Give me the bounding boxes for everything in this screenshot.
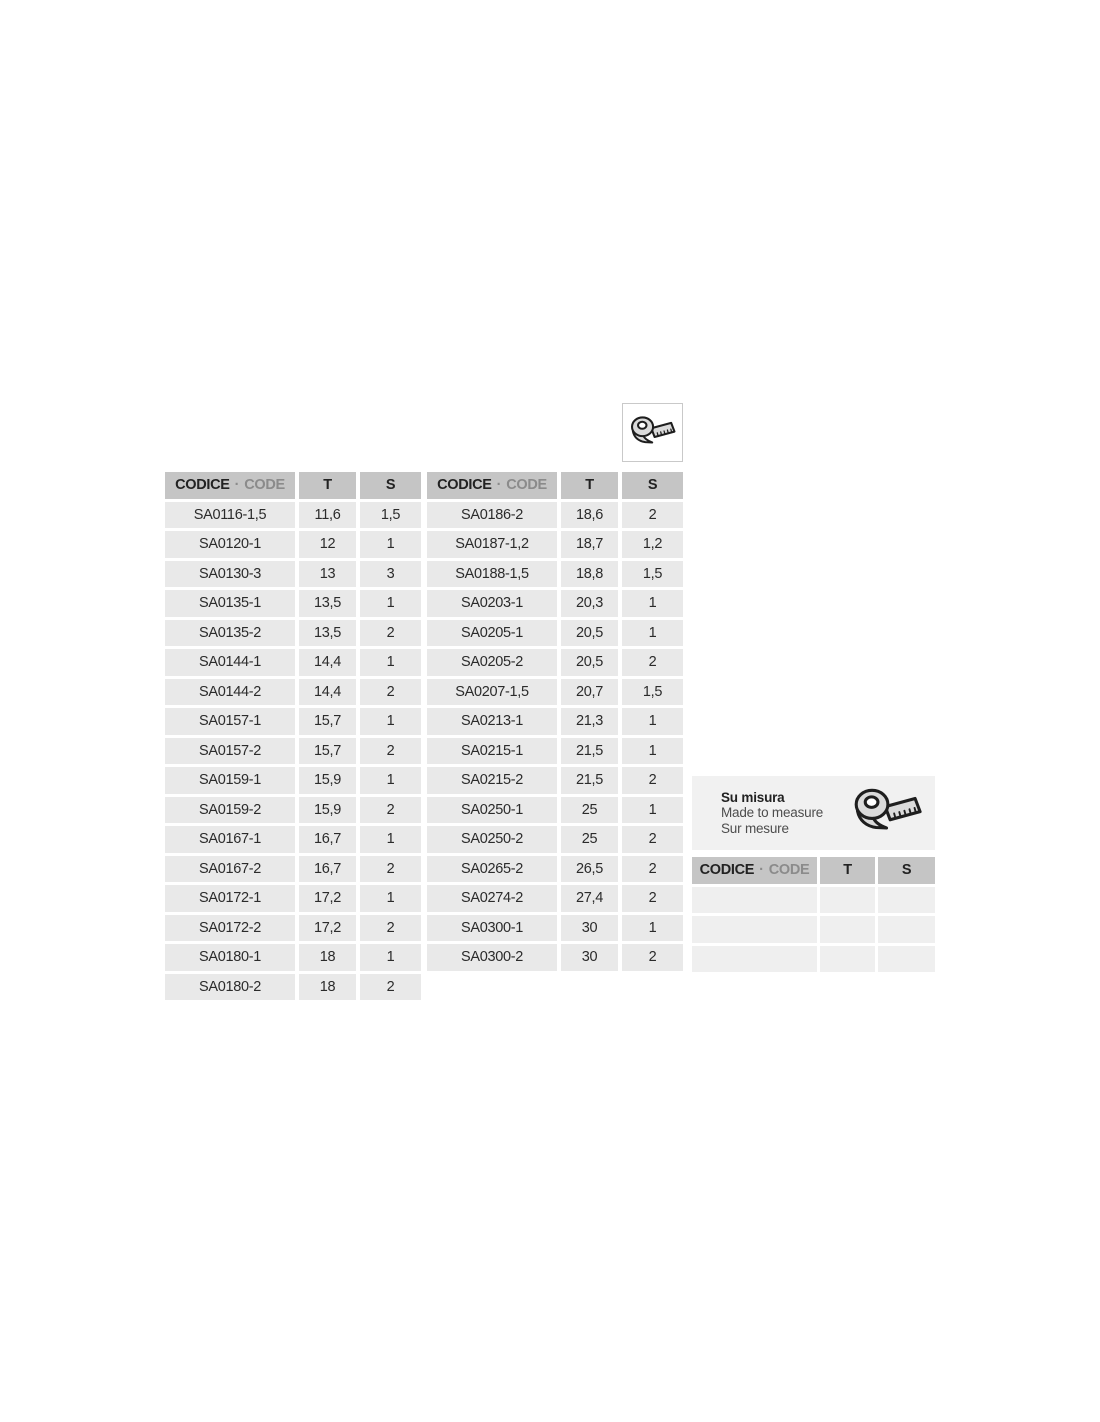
cell-t: 27,4 <box>561 885 618 912</box>
cell-s: 2 <box>360 679 421 706</box>
column-header-s: S <box>878 857 935 884</box>
table-row <box>427 797 683 824</box>
cell-s: 2 <box>360 620 421 647</box>
table-row <box>692 916 935 943</box>
cell-code: SA0159-2 <box>165 797 295 824</box>
cell-code: SA0135-1 <box>165 590 295 617</box>
table-row <box>165 915 421 942</box>
cell-t: 15,7 <box>299 708 356 735</box>
cell-s: 1 <box>360 531 421 558</box>
table-row <box>427 826 683 853</box>
cell-code: SA0180-2 <box>165 974 295 1001</box>
cell-code: SA0130-3 <box>165 561 295 588</box>
cell-t: 30 <box>561 944 618 971</box>
table-header-row <box>692 857 935 884</box>
table-row <box>165 679 421 706</box>
header-code-label: CODE <box>506 477 547 494</box>
table-row <box>427 590 683 617</box>
table-row <box>165 738 421 765</box>
column-header-code <box>165 472 295 499</box>
made-to-measure-title: Su misura <box>721 789 785 805</box>
cell-s: 1 <box>622 620 683 647</box>
cell-s: 2 <box>622 944 683 971</box>
cell-code: SA0186-2 <box>427 502 557 529</box>
made-to-measure-table <box>692 857 935 972</box>
cell-code: SA0250-2 <box>427 826 557 853</box>
cell-s: 2 <box>360 915 421 942</box>
cell-code: SA0274-2 <box>427 885 557 912</box>
cell-s: 2 <box>360 974 421 1001</box>
table-row <box>165 502 421 529</box>
cell-t: 16,7 <box>299 856 356 883</box>
table-row <box>427 679 683 706</box>
cell-s <box>878 916 935 943</box>
cell-s: 1 <box>622 708 683 735</box>
cell-t: 14,4 <box>299 649 356 676</box>
table-row <box>427 885 683 912</box>
column-header-t: T <box>561 472 618 499</box>
cell-t: 18,6 <box>561 502 618 529</box>
cell-s: 1 <box>622 590 683 617</box>
cell-t <box>820 916 875 943</box>
cell-s: 2 <box>622 885 683 912</box>
cell-t: 25 <box>561 797 618 824</box>
cell-code: SA0172-2 <box>165 915 295 942</box>
cell-code: SA0120-1 <box>165 531 295 558</box>
table-row <box>427 502 683 529</box>
table-row <box>427 738 683 765</box>
cell-t <box>820 946 875 973</box>
cell-s: 2 <box>360 856 421 883</box>
table-row <box>165 649 421 676</box>
cell-code: SA0187-1,2 <box>427 531 557 558</box>
table-row <box>165 826 421 853</box>
cell-t: 25 <box>561 826 618 853</box>
table-row <box>165 856 421 883</box>
cell-code: SA0135-2 <box>165 620 295 647</box>
made-to-measure-line-en: Made to measure <box>721 805 824 821</box>
cell-t: 18 <box>299 974 356 1001</box>
table-row <box>165 974 421 1001</box>
cell-t: 14,4 <box>299 679 356 706</box>
cell-s: 1 <box>360 826 421 853</box>
cell-code <box>692 946 817 973</box>
table-row <box>427 531 683 558</box>
cell-code: SA0250-1 <box>427 797 557 824</box>
table-row <box>165 620 421 647</box>
table-header-row <box>427 472 683 499</box>
cell-s: 1 <box>622 797 683 824</box>
cell-s: 1 <box>360 767 421 794</box>
cell-t: 15,7 <box>299 738 356 765</box>
cell-s: 1 <box>622 738 683 765</box>
header-code-label: CODE <box>244 477 285 494</box>
tape-measure-icon <box>851 784 923 842</box>
cell-t: 12 <box>299 531 356 558</box>
tape-measure-icon <box>629 413 676 452</box>
cell-s: 1 <box>360 649 421 676</box>
table-row <box>427 767 683 794</box>
cell-code: SA0203-1 <box>427 590 557 617</box>
cell-code: SA0144-1 <box>165 649 295 676</box>
table-row <box>427 620 683 647</box>
cell-s: 1 <box>360 885 421 912</box>
cell-t: 13 <box>299 561 356 588</box>
column-header-code <box>427 472 557 499</box>
cell-s: 1,5 <box>622 561 683 588</box>
table-row <box>427 708 683 735</box>
cell-t: 13,5 <box>299 590 356 617</box>
table-row <box>165 944 421 971</box>
table-row <box>427 561 683 588</box>
cell-t: 20,5 <box>561 620 618 647</box>
cell-t: 18,7 <box>561 531 618 558</box>
cell-s: 2 <box>622 502 683 529</box>
cell-s: 1,5 <box>622 679 683 706</box>
cell-code: SA0205-2 <box>427 649 557 676</box>
cell-code: SA0300-2 <box>427 944 557 971</box>
cell-t: 21,5 <box>561 767 618 794</box>
column-header-s: S <box>622 472 683 499</box>
cell-t: 21,5 <box>561 738 618 765</box>
cell-code: SA0144-2 <box>165 679 295 706</box>
header-separator: · <box>496 477 502 494</box>
codes-table-left <box>165 472 421 1000</box>
cell-s: 1 <box>622 915 683 942</box>
cell-s <box>878 887 935 914</box>
cell-t: 18 <box>299 944 356 971</box>
tape-measure-icon-box <box>622 403 683 462</box>
cell-code: SA0159-1 <box>165 767 295 794</box>
table-row <box>427 915 683 942</box>
table-row <box>427 649 683 676</box>
header-codice-label: CODICE <box>175 477 230 494</box>
cell-s: 1,5 <box>360 502 421 529</box>
cell-code: SA0265-2 <box>427 856 557 883</box>
cell-code: SA0172-1 <box>165 885 295 912</box>
cell-t: 11,6 <box>299 502 356 529</box>
cell-code: SA0300-1 <box>427 915 557 942</box>
cell-code: SA0188-1,5 <box>427 561 557 588</box>
table-row <box>165 531 421 558</box>
cell-t: 17,2 <box>299 885 356 912</box>
cell-s: 2 <box>622 826 683 853</box>
cell-code <box>692 916 817 943</box>
cell-code: SA0116-1,5 <box>165 502 295 529</box>
cell-s: 2 <box>622 649 683 676</box>
cell-code: SA0157-2 <box>165 738 295 765</box>
cell-code: SA0180-1 <box>165 944 295 971</box>
table-header-row <box>165 472 421 499</box>
cell-s: 2 <box>622 856 683 883</box>
column-header-code <box>692 857 817 884</box>
cell-code: SA0207-1,5 <box>427 679 557 706</box>
header-separator: · <box>234 477 240 494</box>
cell-t: 15,9 <box>299 797 356 824</box>
cell-t: 20,3 <box>561 590 618 617</box>
header-codice-label: CODICE <box>437 477 492 494</box>
column-header-t: T <box>299 472 356 499</box>
cell-s: 1,2 <box>622 531 683 558</box>
cell-s: 2 <box>360 797 421 824</box>
codes-table-right <box>427 472 683 971</box>
column-header-t: T <box>820 857 875 884</box>
cell-code: SA0205-1 <box>427 620 557 647</box>
table-row <box>165 561 421 588</box>
cell-code: SA0167-2 <box>165 856 295 883</box>
cell-s: 1 <box>360 944 421 971</box>
table-row <box>427 856 683 883</box>
cell-code: SA0215-2 <box>427 767 557 794</box>
cell-s: 1 <box>360 590 421 617</box>
cell-t: 26,5 <box>561 856 618 883</box>
table-row <box>692 946 935 973</box>
cell-t: 16,7 <box>299 826 356 853</box>
table-row <box>165 590 421 617</box>
cell-code <box>692 887 817 914</box>
made-to-measure-line-fr: Sur mesure <box>721 820 789 836</box>
table-row <box>165 885 421 912</box>
cell-code: SA0213-1 <box>427 708 557 735</box>
cell-t: 15,9 <box>299 767 356 794</box>
table-row <box>165 767 421 794</box>
cell-t: 30 <box>561 915 618 942</box>
header-separator: · <box>759 862 764 879</box>
cell-t: 20,7 <box>561 679 618 706</box>
cell-s <box>878 946 935 973</box>
cell-s: 3 <box>360 561 421 588</box>
cell-t: 17,2 <box>299 915 356 942</box>
made-to-measure-panel <box>692 776 935 850</box>
header-code-label: CODE <box>768 862 810 879</box>
table-row <box>427 944 683 971</box>
cell-t: 18,8 <box>561 561 618 588</box>
made-to-measure-text <box>692 790 823 837</box>
cell-code: SA0157-1 <box>165 708 295 735</box>
cell-t: 21,3 <box>561 708 618 735</box>
column-header-s: S <box>360 472 421 499</box>
table-row <box>692 887 935 914</box>
table-row <box>165 797 421 824</box>
cell-s: 2 <box>622 767 683 794</box>
table-row <box>165 708 421 735</box>
cell-s: 1 <box>360 708 421 735</box>
header-codice-label: CODICE <box>699 862 755 879</box>
cell-t: 13,5 <box>299 620 356 647</box>
cell-s: 2 <box>360 738 421 765</box>
cell-t <box>820 887 875 914</box>
cell-t: 20,5 <box>561 649 618 676</box>
cell-code: SA0167-1 <box>165 826 295 853</box>
cell-code: SA0215-1 <box>427 738 557 765</box>
